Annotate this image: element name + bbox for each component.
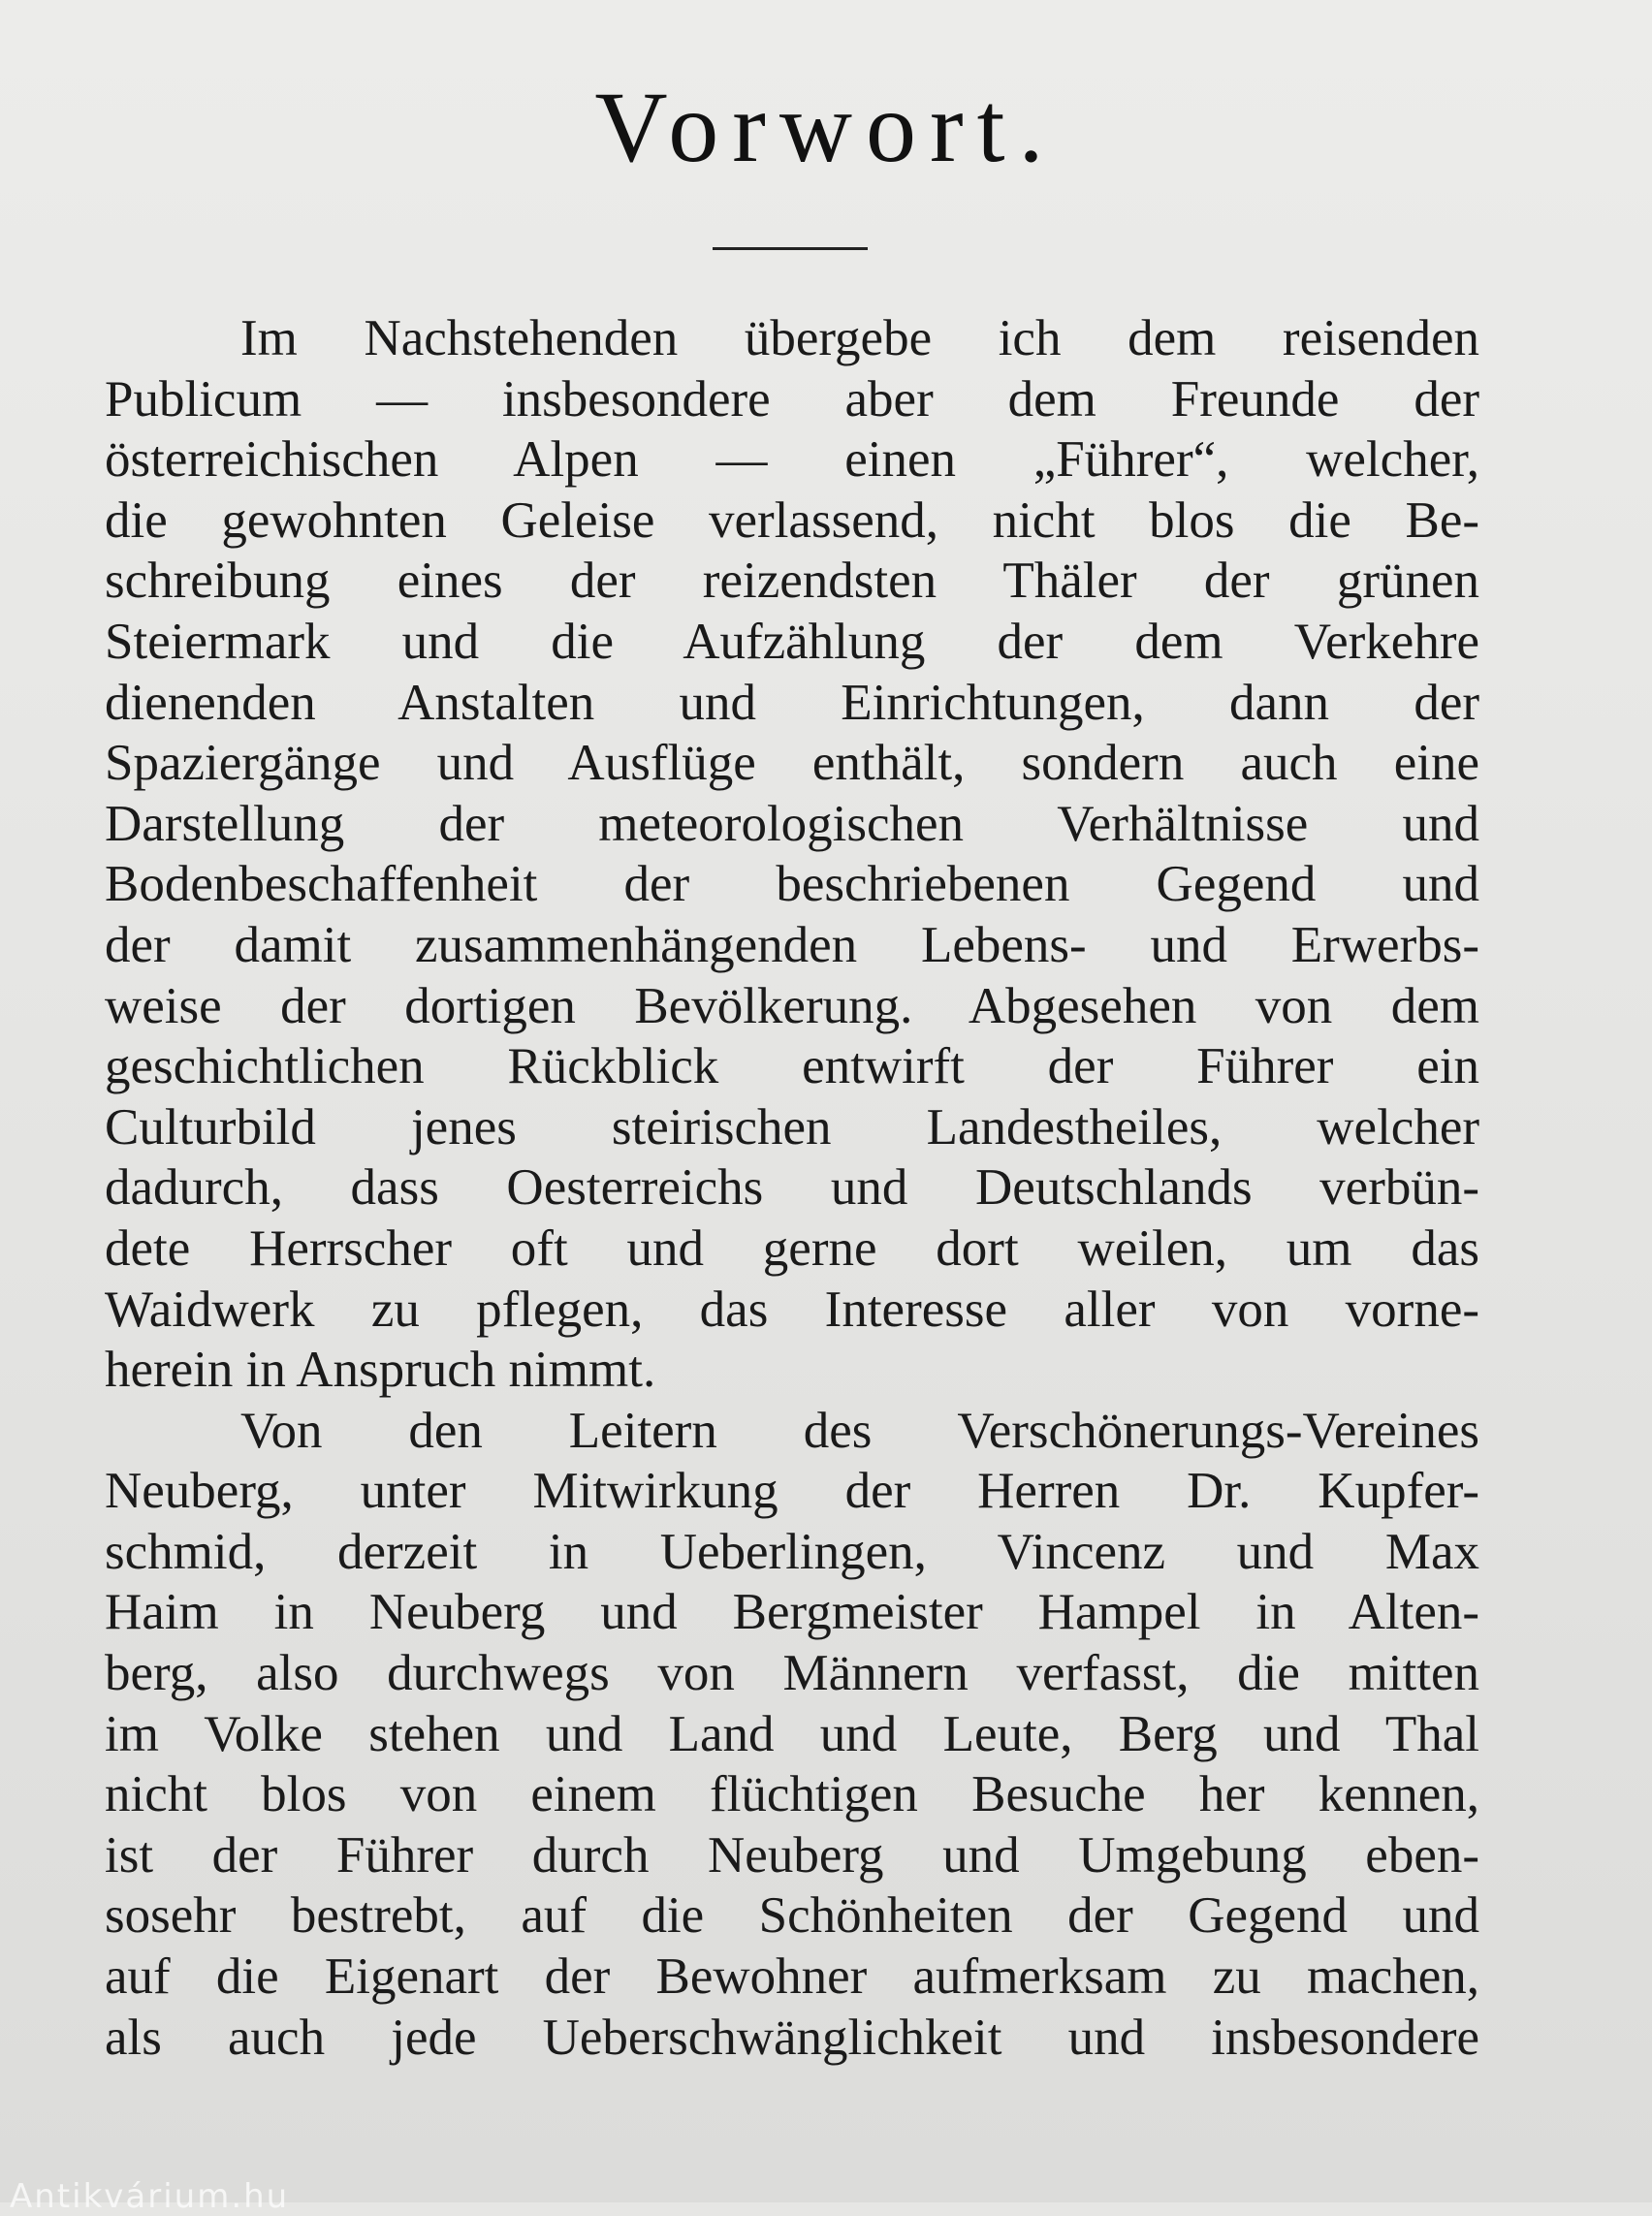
text-line: schmid, derzeit in Ueberlingen, Vincenz und Max (105, 1523, 1479, 1580)
text-line: Publicum — insbesondere aber dem Freunde der (105, 370, 1479, 427)
title-rule (713, 247, 868, 250)
paragraph (105, 1401, 1479, 2069)
text-line: Haim in Neuberg und Bergmeister Hampel in Alten- (105, 1584, 1479, 1641)
text-line: Spaziergänge und Ausflüge enthält, sondern auch eine (105, 735, 1479, 792)
text-line: nicht blos von einem flüchtigen Besuche her kennen, (105, 1766, 1479, 1823)
text-line: dienenden Anstalten und Einrichtungen, dann der (105, 674, 1479, 731)
text-line: sosehr bestrebt, auf die Schönheiten der Gegend und (105, 1887, 1479, 1945)
body-text (105, 308, 1479, 2068)
text-line: als auch jede Ueberschwänglichkeit und insbesondere (105, 2009, 1479, 2066)
text-line: ist der Führer durch Neuberg und Umgebung eben- (105, 1826, 1479, 1884)
text-line: Bodenbeschaffenheit der beschriebenen Gegend und (105, 856, 1479, 913)
text-line: österreichischen Alpen — einen „Führer“, welcher, (105, 431, 1479, 489)
text-line: weise der dortigen Bevölkerung. Abgesehen von dem (105, 977, 1479, 1034)
text-line: dadurch, dass Oesterreichs und Deutschlands verbün- (105, 1159, 1479, 1217)
watermark: Antikvárium.hu (10, 2177, 290, 2216)
text-line: Culturbild jenes steirischen Landestheiles, welcher (105, 1098, 1479, 1155)
text-line: berg, also durchwegs von Männern verfasst, die mitten (105, 1645, 1479, 1702)
text-line: schreibung eines der reizendsten Thäler der grünen (105, 553, 1479, 610)
text-line: dete Herrscher oft und gerne dort weilen, um das (105, 1219, 1479, 1277)
text-line: Steiermark und die Aufzählung der dem Verkehre (105, 613, 1479, 670)
text-line: der damit zusammenhängenden Lebens- und Erwerbs- (105, 916, 1479, 973)
text-line: auf die Eigenart der Bewohner aufmerksam zu machen, (105, 1948, 1479, 2006)
text-line: die gewohnten Geleise verlassend, nicht blos die Be- (105, 491, 1479, 549)
text-line: herein in Anspruch nimmt. (105, 1342, 656, 1399)
page-title: Vorwort. (594, 72, 1058, 183)
text-line: Darstellung der meteorologischen Verhältnisse und (105, 795, 1479, 852)
text-line: im Volke stehen und Land und Leute, Berg und Thal (105, 1705, 1479, 1762)
text-line: Waidwerk zu pflegen, das Interesse aller von vorne- (105, 1281, 1479, 1338)
text-line: geschichtlichen Rückblick entwirft der Führer ein (105, 1038, 1479, 1095)
paragraph (105, 308, 1479, 1401)
text-line: Von den Leitern des Verschönerungs-Vereines (240, 1402, 1479, 1459)
text-line: Neuberg, unter Mitwirkung der Herren Dr. Kupfer- (105, 1463, 1479, 1520)
text-line: Im Nachstehenden übergebe ich dem reisenden (240, 310, 1479, 366)
